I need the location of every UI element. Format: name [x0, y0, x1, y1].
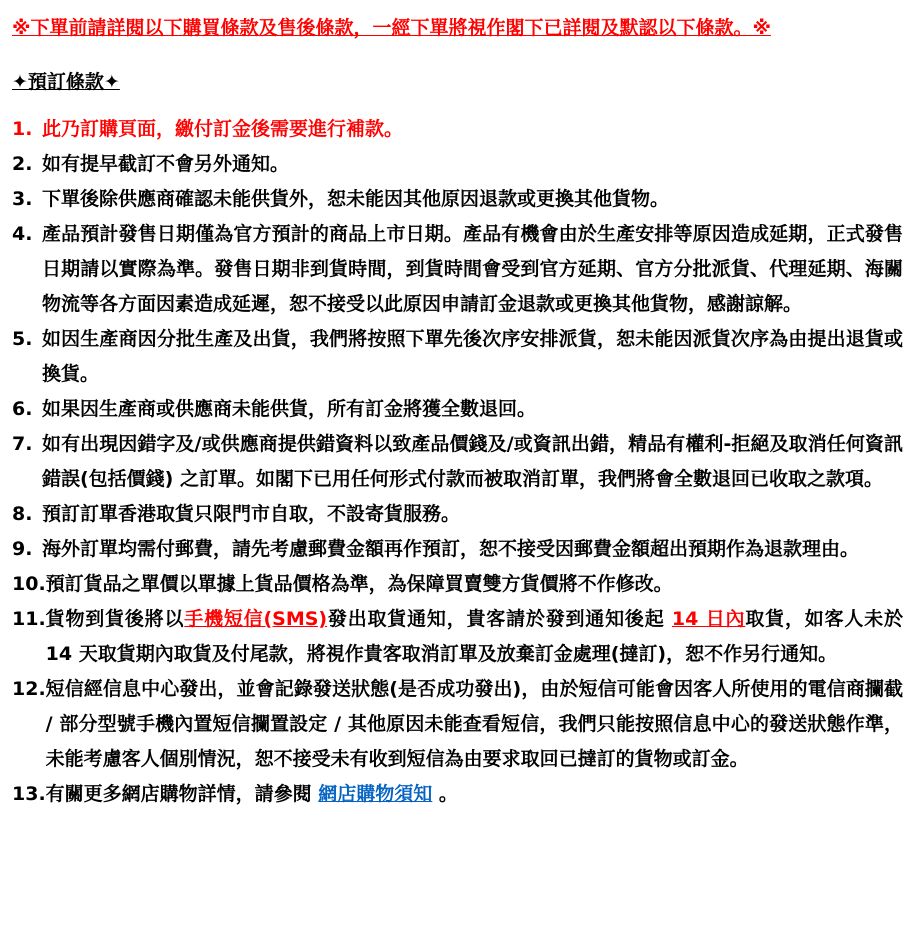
text-segment: 如因生產商因分批生產及出貨，我們將按照下單先後次序安排派貨，恕未能因派貨次序為由提出退貨或換貨。	[42, 328, 903, 385]
term-text	[42, 322, 903, 392]
term-item-1	[12, 112, 903, 147]
term-item-2	[12, 147, 903, 182]
term-item-12	[12, 672, 903, 777]
term-item-7	[12, 427, 903, 497]
term-number: 3.	[12, 188, 33, 210]
term-item-11	[12, 602, 903, 672]
term-number: 2.	[12, 153, 33, 175]
text-segment: 預訂訂單香港取貨只限門市自取，不設寄貨服務。	[42, 503, 461, 525]
text-segment: 下單後除供應商確認未能供貨外，恕未能因其他原因退款或更換其他貨物。	[42, 188, 670, 210]
term-text	[42, 497, 903, 532]
text-segment: 發出取貨通知，貴客請於發到通知後起	[327, 608, 672, 630]
text-segment: 如果因生產商或供應商未能供貨，所有訂金將獲全數退回。	[42, 398, 537, 420]
term-number: 11.	[12, 608, 46, 630]
term-item-13	[12, 777, 903, 812]
text-segment: 。	[432, 783, 458, 805]
text-segment: 預訂貨品之單價以單據上貨品價格為準，為保障買賣雙方貨價將不作修改。	[45, 573, 673, 595]
term-text	[46, 567, 903, 602]
term-item-9	[12, 532, 903, 567]
term-item-6	[12, 392, 903, 427]
text-segment: 如有提早截訂不會另外通知。	[42, 153, 290, 175]
term-text	[42, 532, 903, 567]
section-heading: ✦預訂條款✦	[12, 71, 120, 93]
term-number: 1.	[12, 118, 33, 140]
term-text	[46, 777, 903, 812]
text-segment: 短信經信息中心發出，並會記錄發送狀態(是否成功發出)，由於短信可能會因客人所使用的電信商攔截 / 部分型號手機內置短信攔置設定 / 其他原因未能查看短信，我們只能按照信息中心的發送狀態作準，未能考慮客人個別情況，恕不接受未有收到短信為由要求取回已撻訂的貨物或訂金。	[45, 678, 903, 770]
terms-list	[12, 112, 903, 812]
term-item-10	[12, 567, 903, 602]
highlighted-text: 14 日內	[671, 608, 746, 630]
term-number: 7.	[12, 433, 33, 455]
term-text	[42, 427, 903, 497]
text-segment: 產品預計發售日期僅為官方預計的商品上市日期。產品有機會由於生產安排等原因造成延期，正式發售日期請以實際為準。發售日期非到貨時間，到貨時間會受到官方延期、官方分批派貨、代理延期、海關物流等各方面因素造成延遲，恕不接受以此原因申請訂金退款或更換其他貨物，感謝諒解。	[42, 223, 903, 315]
term-number: 4.	[12, 223, 33, 245]
text-segment: 如有出現因錯字及/或供應商提供錯資料以致產品價錢及/或資訊出錯，精品有權利-拒絕及取消任何資訊錯誤(包括價錢) 之訂單。如閣下已用任何形式付款而被取消訂單，我們將會全數退回已收取之款項。	[42, 433, 903, 490]
term-text	[46, 672, 903, 777]
term-number: 12.	[12, 678, 46, 700]
term-text	[42, 182, 903, 217]
term-text	[46, 602, 903, 672]
term-text	[42, 112, 903, 147]
shop-guide-link[interactable]: 網店購物須知	[318, 783, 433, 805]
text-segment: 取貨，如客人未於 14 天取貨期內取貨及付尾款，將視作貴客取消訂單及放棄訂金處理(撻訂)，恕不作另行通知。	[45, 608, 903, 665]
term-number: 5.	[12, 328, 33, 350]
term-number: 13.	[12, 783, 46, 805]
page-title: ※下單前請詳閱以下購買條款及售後條款，一經下單將視作閣下已詳閱及默認以下條款。※	[12, 17, 771, 39]
text-segment: 有關更多網店購物詳情，請參閱	[45, 783, 319, 805]
highlighted-text: 手機短信(SMS)	[184, 608, 328, 630]
text-segment: 此乃訂購頁面，繳付訂金後需要進行補款。	[42, 118, 404, 140]
term-number: 10.	[12, 573, 46, 595]
term-item-3	[12, 182, 903, 217]
term-text	[42, 392, 903, 427]
term-number: 8.	[12, 503, 33, 525]
term-text	[42, 147, 903, 182]
term-item-4	[12, 217, 903, 322]
term-text	[42, 217, 903, 322]
text-segment: 海外訂單均需付郵費，請先考慮郵費金額再作預訂，恕不接受因郵費金額超出預期作為退款理由。	[42, 538, 860, 560]
term-number: 6.	[12, 398, 33, 420]
term-item-5	[12, 322, 903, 392]
text-segment: 貨物到貨後將以	[45, 608, 185, 630]
term-item-8	[12, 497, 903, 532]
term-number: 9.	[12, 538, 33, 560]
